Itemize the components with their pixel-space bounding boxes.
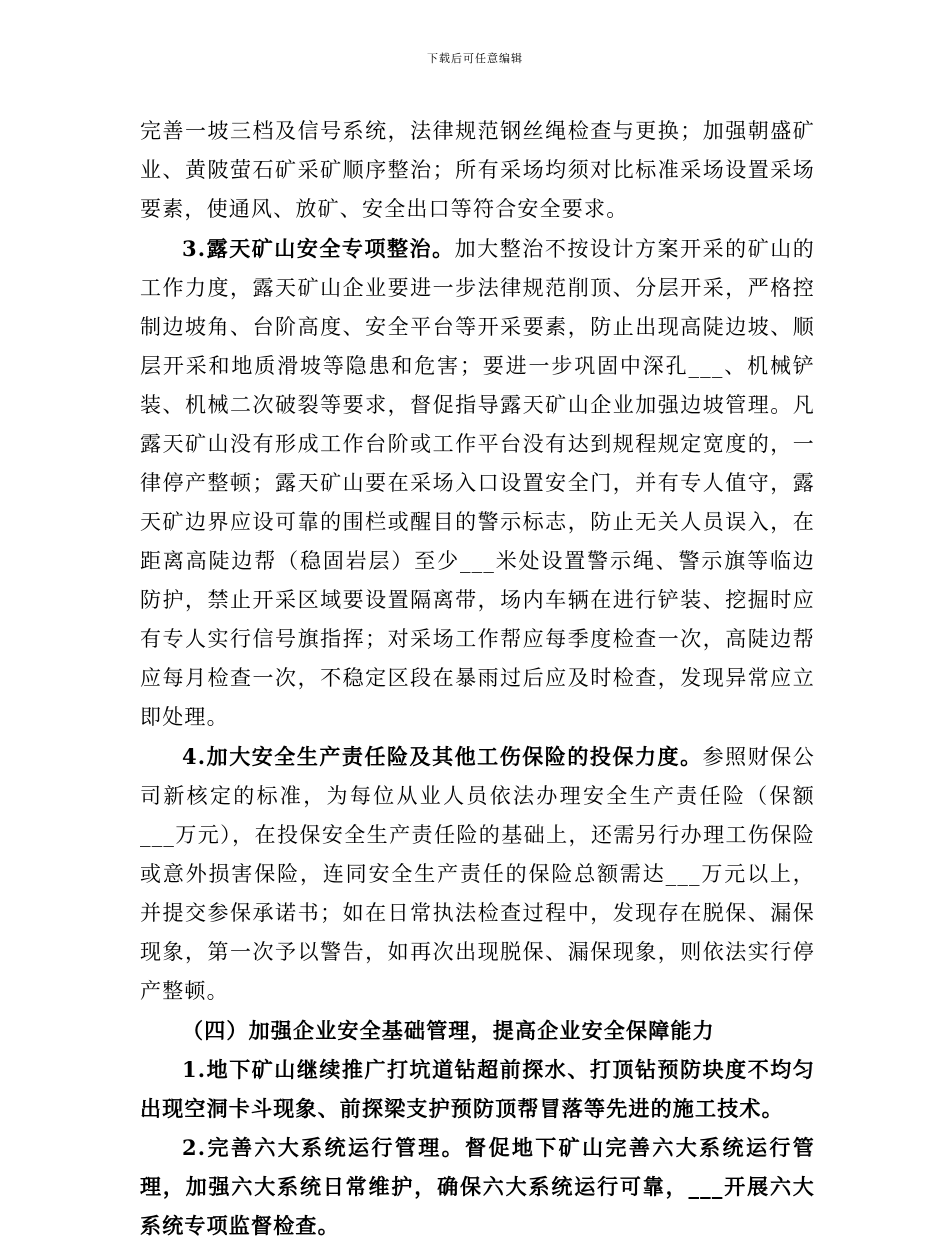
paragraph-insurance: [140, 737, 815, 1011]
paragraph-open-pit-safety: [140, 229, 815, 737]
paragraph-body: 参照财保公司新核定的标准，为每位从业人员依法办理安全生产责任险（保额___万元），在投保安全生产责任险的基础上，还需另行办理工伤保险或意外损害保险，连同安全生产责任的保险总额需达___万元以上，并提交参保承诺书；如在日常执法检查过程中，发现存在脱保、漏保现象，第一次予以警告，如再次出现脱保、漏保现象，则依法实行停产整顿。: [140, 745, 815, 1003]
section-heading: （四）加强企业安全基础管理，提高企业安全保障能力: [182, 1018, 715, 1043]
paragraph-lead: 3.露天矿山安全专项整治。: [182, 236, 455, 261]
paragraph-body: 加大整治不按设计方案开采的矿山的工作力度，露天矿山企业要进一步法律规范削顶、分层开采，严格控制边坡角、台阶高度、安全平台等开采要素，防止出现高陡边坡、顺层开采和地质滑坡等隐患和危害；要进一步巩固中深孔___、机械铲装、机械二次破裂等要求，督促指导露天矿山企业加强边坡管理。凡露天矿山没有形成工作台阶或工作平台没有达到规程规定宽度的，一律停产整顿；露天矿山要在采场入口设置安全门，并有专人值守，露天矿边界应设可靠的围栏或醒目的警示标志，防止无关人员误入，在距离高陡边帮（稳固岩层）至少___米处设置警示绳、警示旗等临边防护，禁止开采区域要设置隔离带，场内车辆在进行铲装、挖掘时应有专人实行信号旗指挥；对采场工作帮应每季度检查一次，高陡边帮应每月检查一次，不稳定区段在暴雨过后应及时检查，发现异常应立即处理。: [140, 237, 815, 729]
paragraph-six-systems: 2.完善六大系统运行管理。督促地下矿山完善六大系统运行管理，加强六大系统日常维护，确保六大系统运行可靠，___开展六大系统专项监督检查。: [140, 1135, 815, 1238]
paragraph-lead: 4.加大安全生产责任险及其他工伤保险的投保力度。: [182, 744, 703, 769]
paragraph-underground-tech: 1.地下矿山继续推广打坑道钻超前探水、打顶钻预防块度不均匀出现空洞卡斗现象、前探梁支护预防顶帮冒落等先进的施工技术。: [140, 1057, 815, 1121]
paragraph-continuation: [140, 112, 815, 229]
page-header: 下载后可任意编辑: [427, 52, 523, 65]
document-body: [140, 112, 815, 1245]
paragraph-body: 完善一坡三档及信号系统，法律规范钢丝绳检查与更换；加强朝盛矿业、黄陂萤石矿采矿顺序整治；所有采场均须对比标准采场设置采场要素，使通风、放矿、安全出口等符合安全要求。: [140, 119, 815, 221]
